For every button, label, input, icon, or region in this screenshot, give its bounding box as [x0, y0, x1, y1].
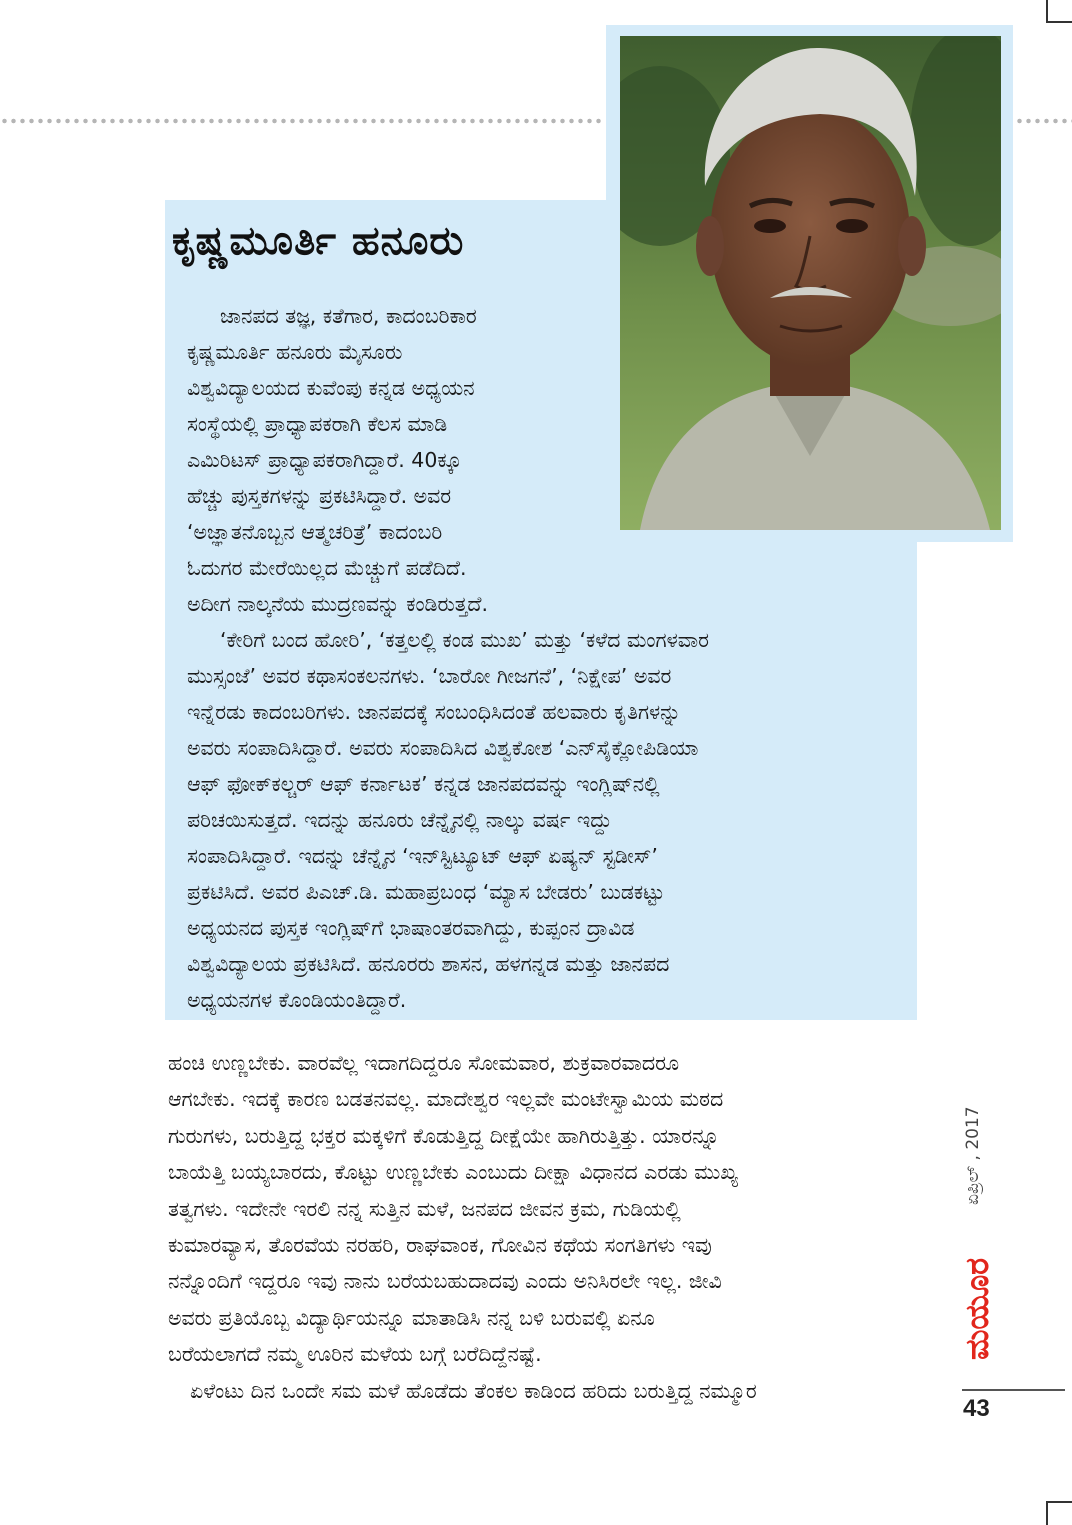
magazine-name: ಮಯೂರ: [958, 1257, 996, 1360]
body-line: ಕುಮಾರವ್ಯಾಸ, ತೊರವೆಯ ನರಹರಿ, ರಾಘವಾಂಕ, ಗೋವಿನ ಕಥೆಯ ಸಂಗತಿಗಳು ಇವು: [168, 1232, 712, 1257]
crop-mark-bottom: [1046, 1501, 1072, 1503]
bio-line: ಜಾನಪದ ತಜ್ಞ, ಕತೆಗಾರ, ಕಾದಂಬರಿಕಾರ: [220, 304, 477, 328]
body-line: ಆಗಬೇಕು. ಇದಕ್ಕೆ ಕಾರಣ ಬಡತನವಲ್ಲ. ಮಾದೇಶ್ವರ ಇಲ್ಲವೇ ಮಂಟೇಸ್ವಾಮಿಯ ಮಠದ: [168, 1087, 724, 1112]
body-line: ನನ್ನೊಂದಿಗೆ ಇದ್ದರೂ ಇವು ನಾನು ಬರೆಯಬಹುದಾದವು ಎಂದು ಅನಿಸಿರಲೇ ಇಲ್ಲ. ಜೀವಿ: [168, 1269, 722, 1294]
bio-line: ಇನ್ನೆರಡು ಕಾದಂಬರಿಗಳು. ಜಾನಪದಕ್ಕೆ ಸಂಬಂಧಿಸಿದಂತೆ ಹಲವಾರು ಕೃತಿಗಳನ್ನು: [187, 700, 681, 724]
body-line: ಏಳೆಂಟು ದಿನ ಒಂದೇ ಸಮ ಮಳೆ ಹೊಡೆದು ತೆಂಕಲ ಕಾಡಿಂದ ಹರಿದು ಬರುತ್ತಿದ್ದ ನಮ್ಮೂರ: [190, 1378, 757, 1403]
bio-line: ಅಧ್ಯಯನದ ಪುಸ್ತಕ ಇಂಗ್ಲಿಷ್‌ಗೆ ಭಾಷಾಂತರವಾಗಿದ್ದು, ಕುಪ್ಪಂನ ದ್ರಾವಿಡ: [187, 916, 635, 940]
page-number: 43: [963, 1395, 990, 1422]
bio-line: ಸಂಸ್ಥೆಯಲ್ಲಿ ಪ್ರಾಧ್ಯಾಪಕರಾಗಿ ಕೆಲಸ ಮಾಡಿ: [187, 412, 448, 436]
crop-mark-bottom: [1046, 1501, 1048, 1525]
page-number-rule: [962, 1389, 1065, 1391]
article-body-text: [168, 1045, 757, 1409]
bio-line: ಆಫ್ ಫೋಕ್‌ಕಲ್ಚರ್ ಆಫ್ ಕರ್ನಾಟಕ’ ಕನ್ನಡ ಜಾನಪದವನ್ನು ಇಂಗ್ಲಿಷ್‌ನಲ್ಲಿ: [187, 772, 660, 796]
body-line: ಅವರು ಪ್ರತಿಯೊಬ್ಬ ವಿದ್ಯಾರ್ಥಿಯನ್ನೂ ಮಾತಾಡಿಸಿ ನನ್ನ ಬಳಿ ಬರುವಲ್ಲಿ ಏನೂ: [168, 1305, 655, 1330]
bio-line: ಸಂಪಾದಿಸಿದ್ದಾರೆ. ಇದನ್ನು ಚೆನ್ನೈನ ‘ಇನ್‌ಸ್ಟಿಟ್ಯೂಟ್ ಆಫ್ ಏಷ್ಯನ್ ಸ್ಟಡೀಸ್’: [187, 844, 658, 868]
crop-mark-top: [1046, 21, 1072, 23]
bio-line: ಪರಿಚಯಿಸುತ್ತದೆ. ಇದನ್ನು ಹನೂರು ಚೆನ್ನೈನಲ್ಲಿ ನಾಲ್ಕು ವರ್ಷ ಇದ್ದು: [187, 808, 612, 832]
bio-line: ಎಮಿರಿಟಸ್ ಪ್ರಾಧ್ಯಾಪಕರಾಗಿದ್ದಾರೆ. 40ಕ್ಕೂ: [187, 448, 462, 472]
bio-line: ಹೆಚ್ಚು ಪುಸ್ತಕಗಳನ್ನು ಪ್ರಕಟಿಸಿದ್ದಾರೆ. ಅವರ: [187, 484, 452, 508]
bio-line: ಪ್ರಕಟಿಸಿದೆ. ಅವರ ಪಿಎಚ್.ಡಿ. ಮಹಾಪ್ರಬಂಧ ‘ಮ್ಯಾಸ ಬೇಡರು’ ಬುಡಕಟ್ಟು: [187, 880, 665, 904]
bio-line: ವಿಶ್ವವಿದ್ಯಾಲಯ ಪ್ರಕಟಿಸಿದೆ. ಹನೂರರು ಶಾಸನ, ಹಳಗನ್ನಡ ಮತ್ತು ಜಾನಪದ: [187, 952, 670, 976]
bio-line: ಅಧ್ಯಯನಗಳ ಕೊಂಡಿಯಂತಿದ್ದಾರೆ.: [187, 988, 407, 1012]
bio-line: ವಿಶ್ವವಿದ್ಯಾಲಯದ ಕುವೆಂಪು ಕನ್ನಡ ಅಧ್ಯಯನ: [187, 376, 475, 400]
crop-mark-top: [1046, 0, 1048, 23]
dotted-rule-left: [0, 118, 604, 124]
issue-date: ಏಪ್ರಿಲ್ , 2017: [963, 1106, 983, 1205]
body-line: ಬಾಯೆತ್ತಿ ಬಯ್ಯಬಾರದು, ಕೊಟ್ಟು ಉಣ್ಣಬೇಕು ಎಂಬುದು ದೀಕ್ಷಾ ವಿಧಾನದ ಎರಡು ಮುಖ್ಯ: [168, 1160, 739, 1185]
bio-line: ಮುಸ್ಸಂಜೆ’ ಅವರ ಕಥಾಸಂಕಲನಗಳು. ‘ಬಾರೋ ಗೀಜಗನೆ’, ‘ನಿಕ್ಷೇಪ’ ಅವರ: [187, 664, 672, 688]
author-name-heading: ಕೃಷ್ಣಮೂರ್ತಿ ಹನೂರು: [172, 218, 465, 264]
bio-line: ಅವರು ಸಂಪಾದಿಸಿದ್ದಾರೆ. ಅವರು ಸಂಪಾದಿಸಿದ ವಿಶ್ವಕೋಶ ‘ಎನ್‌ಸೈಕ್ಲೋಪಿಡಿಯಾ: [187, 736, 699, 760]
bio-line: ಅದೀಗ ನಾಲ್ಕನೆಯ ಮುದ್ರಣವನ್ನು ಕಂಡಿರುತ್ತದೆ.: [187, 592, 488, 616]
body-line: ಹಂಚಿ ಉಣ್ಣಬೇಕು. ವಾರವೆಲ್ಲ ಇದಾಗದಿದ್ದರೂ ಸೋಮವಾರ, ಶುಕ್ರವಾರವಾದರೂ: [168, 1051, 680, 1075]
author-bio-text: [187, 298, 709, 1018]
dotted-rule-right: [1015, 118, 1072, 124]
bio-line: ಓದುಗರ ಮೇರೆಯಿಲ್ಲದ ಮೆಚ್ಚುಗೆ ಪಡೆದಿದೆ.: [187, 556, 467, 580]
bio-line: ‘ಅಜ್ಞಾತನೊಬ್ಬನ ಆತ್ಮಚರಿತ್ರೆ’ ಕಾದಂಬರಿ: [187, 520, 443, 544]
body-line: ಗುರುಗಳು, ಬರುತ್ತಿದ್ದ ಭಕ್ತರ ಮಕ್ಕಳಿಗೆ ಕೊಡುತ್ತಿದ್ದ ದೀಕ್ಷೆಯೇ ಹಾಗಿರುತ್ತಿತ್ತು. ಯಾರನ್ನೂ: [168, 1123, 720, 1148]
body-line: ತತ್ವಗಳು. ಇದೇನೇ ಇರಲಿ ನನ್ನ ಸುತ್ತಿನ ಮಳೆ, ಜನಪದ ಜೀವನ ಕ್ರಮ, ಗುಡಿಯಲ್ಲಿ: [168, 1196, 681, 1221]
body-line: ಬರೆಯಲಾಗದೆ ನಮ್ಮ ಊರಿನ ಮಳೆಯ ಬಗ್ಗೆ ಬರೆದಿದ್ದೆನಷ್ಟೆ.: [168, 1342, 542, 1367]
bio-line: ‘ಕೇರಿಗೆ ಬಂದ ಹೋರಿ’, ‘ಕತ್ತಲಲ್ಲಿ ಕಂಡ ಮುಖ’ ಮತ್ತು ‘ಕಳೆದ ಮಂಗಳವಾರ: [220, 628, 709, 652]
bio-line: ಕೃಷ್ಣಮೂರ್ತಿ ಹನೂರು ಮೈಸೂರು: [187, 340, 403, 364]
